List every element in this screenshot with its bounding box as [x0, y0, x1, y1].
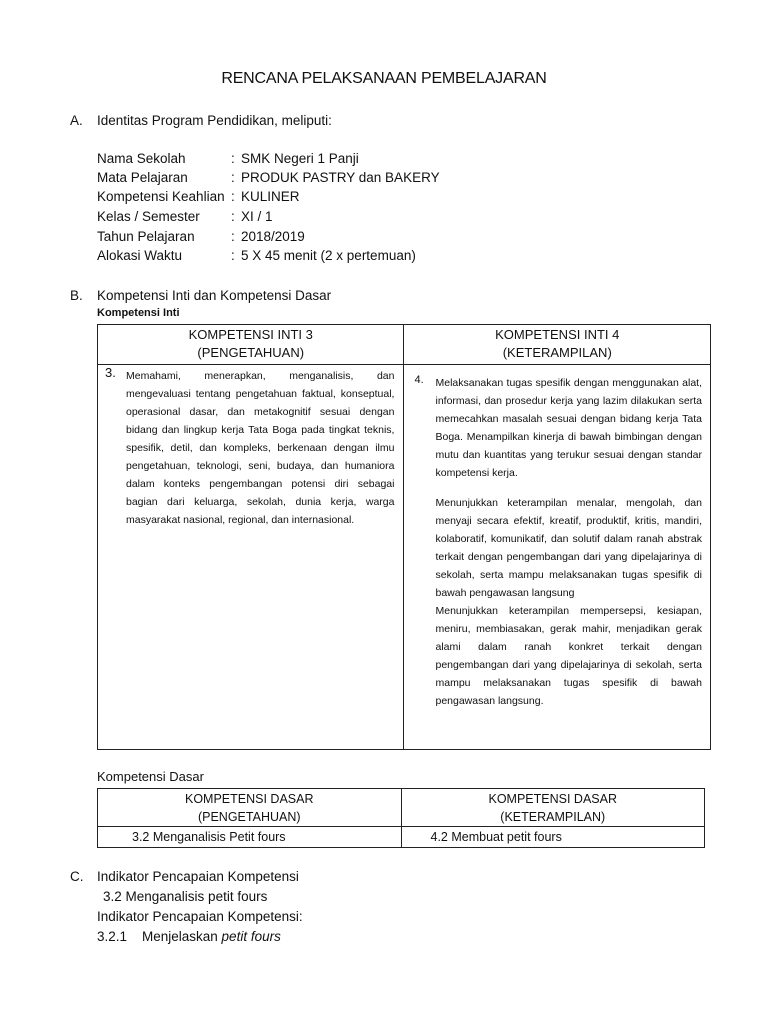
ki4-header [404, 325, 711, 365]
kd-label: Kompetensi Dasar [97, 769, 204, 784]
ki3-header [98, 325, 404, 365]
identity-value: SMK Negeri 1 Panji [241, 151, 359, 166]
ki4-cell [404, 365, 711, 750]
section-letter: A. [70, 113, 83, 128]
kd-knowledge-value: 3.2 Menganalisis Petit fours [98, 827, 402, 848]
kd-knowledge-header-subtitle: (PENGETAHUAN) [197, 810, 301, 824]
ki-table-header-row [98, 325, 711, 365]
identity-row [97, 170, 440, 190]
identity-row [97, 229, 305, 249]
identity-row [97, 248, 416, 268]
ki4-header-subtitle: (KETERAMPILAN) [502, 345, 612, 360]
section-b-heading [0, 288, 768, 308]
section-heading-text: Indikator Pencapaian Kompetensi [97, 869, 299, 884]
identity-label: Kompetensi Keahlian [97, 189, 225, 204]
identity-colon: : [231, 170, 235, 185]
section-letter: C. [70, 869, 84, 884]
ki3-header-title: KOMPETENSI INTI 3 [188, 327, 313, 342]
identity-label: Tahun Pelajaran [97, 229, 195, 244]
ki4-paragraph-3: Menunjukkan keterampilan mempersepsi, kesiapan, meniru, membiasakan, gerak mahir, menjadikan gerak alami dalam ranah konkret terkait dengan pengembangan dari yang dipelajarinya di sekolah, serta mampu melaksanakan tugas spesifik di bawah pengawasan langsung. [435, 605, 702, 707]
identity-row [97, 151, 359, 171]
ki3-text: Memahami, menerapkan, menganalisis, dan mengevaluasi tentang pengetahuan faktual, konseptual, operasional dasar, dan metakognitif sesuai dengan bidang dan lingkup kerja Tata Boga pada tingkat teknis, spesifik, detil, dan kompleks, berkenaan dengan ilmu pengetahuan, teknologi, seni, budaya, dan humaniora dalam konteks pengembangan potensi diri sebagai bagian dari keluarga, sekolah, dunia kerja, warga masyarakat nasional, regional, dan internasional. [126, 370, 395, 526]
document-title: RENCANA PELAKSANAAN PEMBELAJARAN [221, 70, 547, 87]
identity-label: Alokasi Waktu [97, 248, 183, 263]
indicator-text-italic: petit fours [221, 929, 281, 944]
kd-skill-header [401, 789, 705, 827]
indicator-kd-line: 3.2 Menganalisis petit fours [103, 889, 268, 904]
kd-skill-header-subtitle: (KETERAMPILAN) [500, 810, 606, 824]
ki4-paragraph-1: Melaksanakan tugas spesifik dengan menggunakan alat, informasi, dan prosedur kerja yang lazim dilakukan serta memecahkan masalah sesuai dengan bidang kerja Tata Boga. Menampilkan kinerja di bawah bimbingan dengan mutu dan kuantitas yang terukur sesuai dengan standar kompetensi kerja. [435, 377, 702, 479]
ki3-header-subtitle: (PENGETAHUAN) [197, 345, 305, 360]
identity-value: PRODUK PASTRY dan BAKERY [241, 170, 440, 185]
kd-table-header-row [98, 789, 705, 827]
section-a-heading [0, 113, 768, 133]
ki3-number: 3. [105, 365, 116, 380]
kd-table [97, 788, 705, 848]
identity-value: XI / 1 [241, 209, 273, 224]
section-heading-text: Kompetensi Inti dan Kompetensi Dasar [97, 288, 332, 303]
indicator-number: 3.2.1 [97, 929, 128, 944]
kd-table-body-row [98, 827, 705, 848]
ki-label: Kompetensi Inti [97, 307, 180, 319]
ki4-paragraph-2: Menunjukkan keterampilan menalar, mengolah, dan menyaji secara efektif, kreatif, produktif, kritis, mandiri, kolaboratif, komunikatif, dan solutif dalam ranah abstrak terkait dengan pengembangan dari yang dipelajarinya di sekolah, serta mampu melaksanakan tugas spesifik di bawah pengawasan langsung [435, 497, 702, 599]
identity-value: 2018/2019 [241, 229, 305, 244]
kd-knowledge-header-title: KOMPETENSI DASAR [185, 792, 314, 806]
ki-table [97, 324, 711, 750]
section-letter: B. [70, 288, 83, 303]
ki-table-body-row [98, 365, 711, 750]
identity-label: Nama Sekolah [97, 151, 186, 166]
ki4-header-title: KOMPETENSI INTI 4 [495, 327, 620, 342]
identity-label: Kelas / Semester [97, 209, 200, 224]
identity-colon: : [231, 248, 235, 263]
identity-value: 5 X 45 menit (2 x pertemuan) [241, 248, 416, 263]
identity-colon: : [231, 229, 235, 244]
ki4-number: 4. [414, 374, 424, 386]
indicator-item [97, 929, 281, 944]
section-heading-text: Identitas Program Pendidikan, meliputi: [97, 113, 332, 128]
kd-skill-header-title: KOMPETENSI DASAR [488, 792, 617, 806]
indicator-text: Menjelaskan [142, 929, 222, 944]
identity-row [97, 189, 300, 209]
identity-colon: : [231, 189, 235, 204]
ki3-cell [98, 365, 404, 750]
identity-row [97, 209, 273, 229]
identity-colon: : [231, 209, 235, 224]
section-c-heading [0, 869, 768, 889]
indicator-label: Indikator Pencapaian Kompetensi: [97, 909, 303, 924]
identity-colon: : [231, 151, 235, 166]
identity-value: KULINER [241, 189, 300, 204]
kd-knowledge-header [98, 789, 402, 827]
kd-skill-value: 4.2 Membuat petit fours [401, 827, 705, 848]
identity-label: Mata Pelajaran [97, 170, 188, 185]
